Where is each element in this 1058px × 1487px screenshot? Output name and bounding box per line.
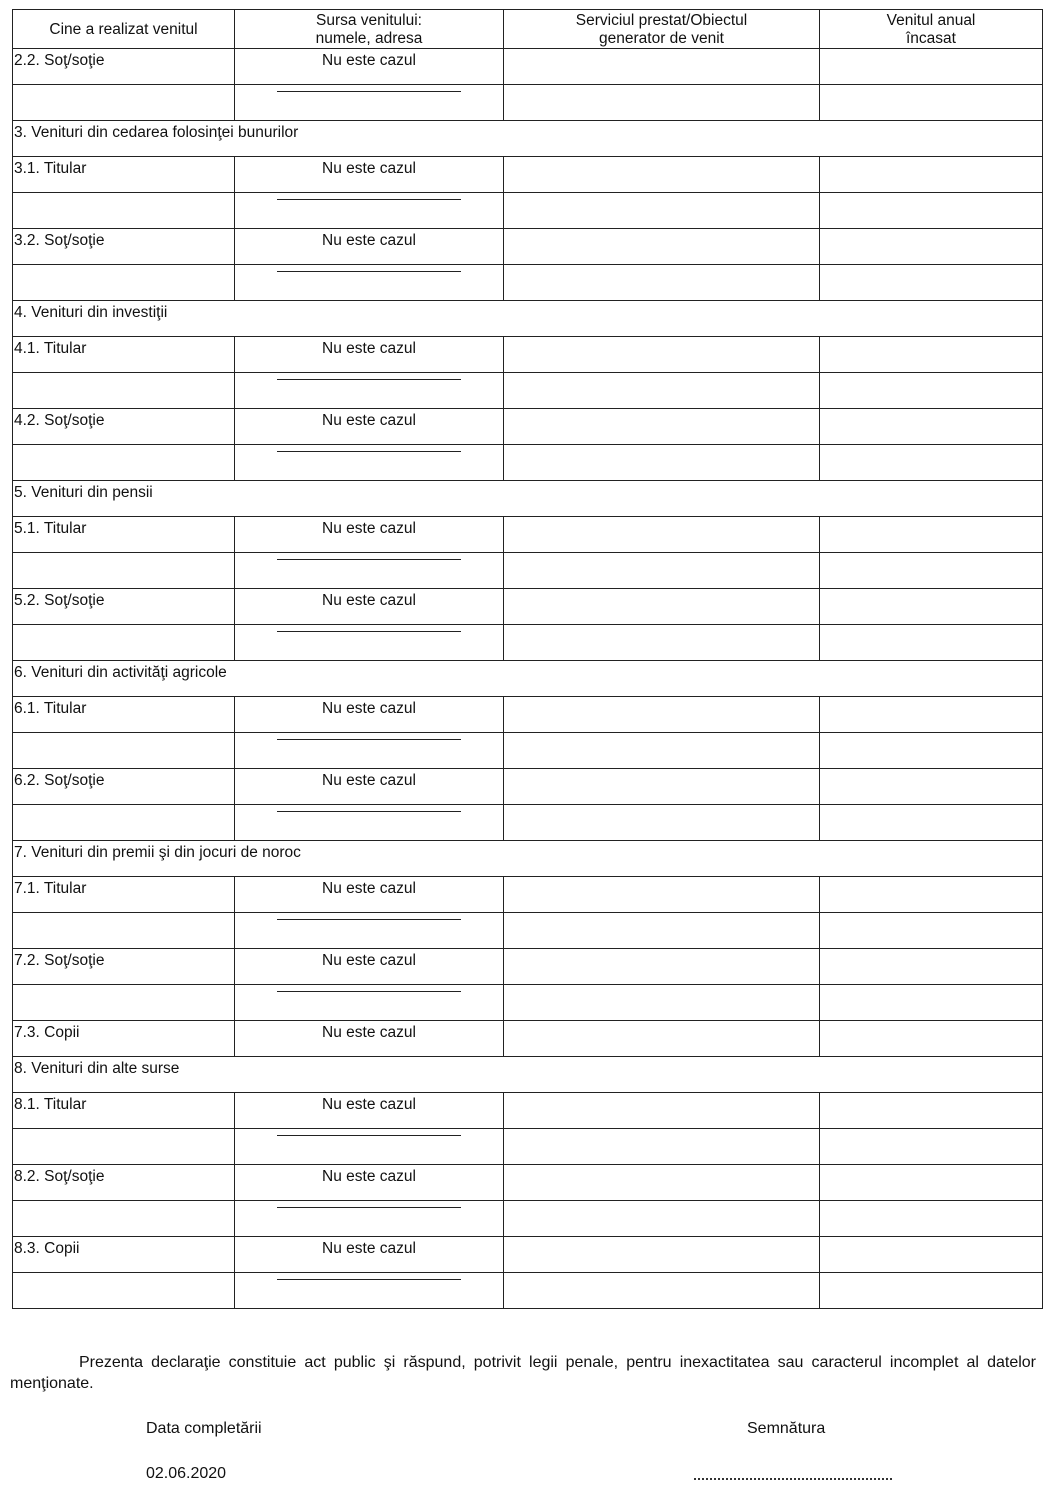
income-owner-cell-empty: [13, 373, 235, 409]
section-title: 7. Venituri din premii şi din jocuri de noroc: [13, 841, 1043, 877]
income-owner-cell: 3.1. Titular: [13, 157, 235, 193]
income-owner-cell: 8.3. Copii: [13, 1237, 235, 1273]
section-title: 4. Venituri din investiţii: [13, 301, 1043, 337]
annual-income-cell: [820, 1093, 1043, 1129]
income-owner-cell-empty: [13, 985, 235, 1021]
service-cell: [504, 877, 820, 913]
income-owner-cell-empty: [13, 193, 235, 229]
table-row: [13, 49, 1043, 85]
service-cell: [504, 949, 820, 985]
annual-income-cell: [820, 1165, 1043, 1201]
section-title-row: [13, 1057, 1043, 1093]
service-cell: [504, 697, 820, 733]
service-cell: [504, 1021, 820, 1057]
income-owner-cell: 7.1. Titular: [13, 877, 235, 913]
table-row: [13, 949, 1043, 985]
service-cell: [504, 1273, 820, 1309]
income-owner-cell-empty: [13, 625, 235, 661]
table-row: [13, 697, 1043, 733]
table-row: [13, 589, 1043, 625]
income-source-cell-empty: [235, 1201, 504, 1237]
section-title-row: [13, 481, 1043, 517]
income-source-cell: Nu este cazul: [235, 337, 504, 373]
income-owner-cell: 7.3. Copii: [13, 1021, 235, 1057]
section-title-row: [13, 301, 1043, 337]
income-owner-cell: 3.2. Soţ/soţie: [13, 229, 235, 265]
service-cell: [504, 265, 820, 301]
income-source-cell: Nu este cazul: [235, 1165, 504, 1201]
table-row-continuation: [13, 625, 1043, 661]
income-owner-cell-empty: [13, 85, 235, 121]
service-cell: [504, 1237, 820, 1273]
annual-income-cell: [820, 1201, 1043, 1237]
income-source-cell-empty: [235, 265, 504, 301]
income-source-cell: Nu este cazul: [235, 1237, 504, 1273]
income-source-cell-empty: [235, 553, 504, 589]
service-cell: [504, 157, 820, 193]
service-cell: [504, 769, 820, 805]
annual-income-cell: [820, 697, 1043, 733]
income-owner-cell-empty: [13, 553, 235, 589]
income-owner-cell-empty: [13, 1201, 235, 1237]
service-cell: [504, 337, 820, 373]
annual-income-cell: [820, 1237, 1043, 1273]
annual-income-cell: [820, 877, 1043, 913]
blank-underline: [277, 739, 461, 740]
service-cell: [504, 985, 820, 1021]
income-source-cell: Nu este cazul: [235, 517, 504, 553]
income-source-cell: Nu este cazul: [235, 877, 504, 913]
blank-underline: [277, 451, 461, 452]
table-row-continuation: [13, 913, 1043, 949]
income-owner-cell-empty: [13, 265, 235, 301]
declaration-text: Prezenta declaraţie constituie act public şi răspund, potrivit legii penale, pentru inexactitatea sau caracterul incomplet al datelor menţionate.: [10, 1354, 1036, 1392]
table-row-continuation: [13, 985, 1043, 1021]
service-cell: [504, 589, 820, 625]
service-cell: [504, 1201, 820, 1237]
income-owner-cell: 2.2. Soţ/soţie: [13, 49, 235, 85]
annual-income-cell: [820, 193, 1043, 229]
annual-income-cell: [820, 445, 1043, 481]
income-source-cell-empty: [235, 85, 504, 121]
service-cell: [504, 805, 820, 841]
service-cell: [504, 1165, 820, 1201]
income-owner-cell: 5.2. Soţ/soţie: [13, 589, 235, 625]
annual-income-cell: [820, 769, 1043, 805]
table-row-continuation: [13, 733, 1043, 769]
table-row-continuation: [13, 85, 1043, 121]
annual-income-cell: [820, 589, 1043, 625]
table-row: [13, 877, 1043, 913]
annual-income-cell: [820, 913, 1043, 949]
annual-income-cell: [820, 553, 1043, 589]
service-cell: [504, 625, 820, 661]
income-source-cell: Nu este cazul: [235, 769, 504, 805]
service-cell: [504, 193, 820, 229]
income-source-cell: Nu este cazul: [235, 409, 504, 445]
annual-income-cell: [820, 85, 1043, 121]
table-header-row: [13, 10, 1043, 49]
section-title-row: [13, 841, 1043, 877]
table-row-continuation: [13, 805, 1043, 841]
date-value: 02.06.2020: [146, 1465, 227, 1482]
income-source-cell-empty: [235, 373, 504, 409]
table-row-continuation: [13, 1201, 1043, 1237]
annual-income-cell: [820, 157, 1043, 193]
service-cell: [504, 1093, 820, 1129]
service-cell: [504, 49, 820, 85]
header-income: Venitul anual încasat: [820, 10, 1043, 49]
service-cell: [504, 409, 820, 445]
blank-underline: [277, 631, 461, 632]
table-row: [13, 1165, 1043, 1201]
blank-underline: [277, 1279, 461, 1280]
section-title: 6. Venituri din activităţi agricole: [13, 661, 1043, 697]
income-source-cell-empty: [235, 985, 504, 1021]
income-source-cell: Nu este cazul: [235, 229, 504, 265]
table-row-continuation: [13, 373, 1043, 409]
income-owner-cell-empty: [13, 733, 235, 769]
income-source-cell-empty: [235, 733, 504, 769]
income-owner-cell: 7.2. Soţ/soţie: [13, 949, 235, 985]
income-source-cell: Nu este cazul: [235, 49, 504, 85]
table-row: [13, 1237, 1043, 1273]
blank-underline: [277, 991, 461, 992]
income-owner-cell: 4.1. Titular: [13, 337, 235, 373]
income-source-cell-empty: [235, 1129, 504, 1165]
income-source-cell-empty: [235, 193, 504, 229]
table-row: [13, 517, 1043, 553]
annual-income-cell: [820, 985, 1043, 1021]
service-cell: [504, 553, 820, 589]
table-row-continuation: [13, 1129, 1043, 1165]
annual-income-cell: [820, 373, 1043, 409]
service-cell: [504, 445, 820, 481]
annual-income-cell: [820, 409, 1043, 445]
blank-underline: [277, 1135, 461, 1136]
annual-income-cell: [820, 625, 1043, 661]
income-source-cell-empty: [235, 445, 504, 481]
blank-underline: [277, 919, 461, 920]
annual-income-cell: [820, 265, 1043, 301]
income-source-cell-empty: [235, 805, 504, 841]
blank-underline: [277, 379, 461, 380]
annual-income-cell: [820, 1273, 1043, 1309]
annual-income-cell: [820, 49, 1043, 85]
section-title: 5. Venituri din pensii: [13, 481, 1043, 517]
header-who: Cine a realizat venitul: [13, 10, 235, 49]
income-source-cell-empty: [235, 913, 504, 949]
table-row: [13, 1093, 1043, 1129]
annual-income-cell: [820, 805, 1043, 841]
blank-underline: [277, 271, 461, 272]
section-title-row: [13, 661, 1043, 697]
table-row: [13, 409, 1043, 445]
annual-income-cell: [820, 229, 1043, 265]
income-source-cell: Nu este cazul: [235, 589, 504, 625]
blank-underline: [277, 1207, 461, 1208]
table-row: [13, 157, 1043, 193]
blank-underline: [277, 559, 461, 560]
income-source-cell: Nu este cazul: [235, 949, 504, 985]
income-source-cell: Nu este cazul: [235, 1093, 504, 1129]
table-row-continuation: [13, 1273, 1043, 1309]
income-source-cell-empty: [235, 625, 504, 661]
annual-income-cell: [820, 337, 1043, 373]
table-row-continuation: [13, 445, 1043, 481]
income-source-cell-empty: [235, 1273, 504, 1309]
table-row: [13, 769, 1043, 805]
table-row: [13, 1021, 1043, 1057]
annual-income-cell: [820, 1021, 1043, 1057]
table-row-continuation: [13, 553, 1043, 589]
income-declaration-table: [12, 9, 1043, 1309]
table-row-continuation: [13, 193, 1043, 229]
section-title: 8. Venituri din alte surse: [13, 1057, 1043, 1093]
income-owner-cell-empty: [13, 805, 235, 841]
date-label: Data completării: [146, 1420, 262, 1437]
signature-line: [694, 1478, 892, 1480]
table-body: [13, 49, 1043, 1309]
income-owner-cell: 8.2. Soţ/soţie: [13, 1165, 235, 1201]
blank-underline: [277, 199, 461, 200]
table-row-continuation: [13, 265, 1043, 301]
service-cell: [504, 913, 820, 949]
service-cell: [504, 1129, 820, 1165]
service-cell: [504, 85, 820, 121]
annual-income-cell: [820, 949, 1043, 985]
table-row: [13, 337, 1043, 373]
service-cell: [504, 229, 820, 265]
header-service: Serviciul prestat/Obiectul generator de venit: [504, 10, 820, 49]
section-title: 3. Venituri din cedarea folosinţei bunurilor: [13, 121, 1043, 157]
blank-underline: [277, 91, 461, 92]
income-owner-cell-empty: [13, 913, 235, 949]
table-row: [13, 229, 1043, 265]
annual-income-cell: [820, 733, 1043, 769]
income-owner-cell-empty: [13, 445, 235, 481]
income-owner-cell-empty: [13, 1129, 235, 1165]
service-cell: [504, 517, 820, 553]
income-source-cell: Nu este cazul: [235, 1021, 504, 1057]
income-owner-cell: 8.1. Titular: [13, 1093, 235, 1129]
income-source-cell: Nu este cazul: [235, 697, 504, 733]
section-title-row: [13, 121, 1043, 157]
signature-label: Semnătura: [747, 1420, 826, 1437]
income-owner-cell: 6.2. Soţ/soţie: [13, 769, 235, 805]
income-owner-cell-empty: [13, 1273, 235, 1309]
income-source-cell: Nu este cazul: [235, 157, 504, 193]
income-owner-cell: 5.1. Titular: [13, 517, 235, 553]
annual-income-cell: [820, 1129, 1043, 1165]
annual-income-cell: [820, 517, 1043, 553]
service-cell: [504, 733, 820, 769]
income-owner-cell: 4.2. Soţ/soţie: [13, 409, 235, 445]
service-cell: [504, 373, 820, 409]
blank-underline: [277, 811, 461, 812]
header-source: Sursa venitului: numele, adresa: [235, 10, 504, 49]
income-owner-cell: 6.1. Titular: [13, 697, 235, 733]
